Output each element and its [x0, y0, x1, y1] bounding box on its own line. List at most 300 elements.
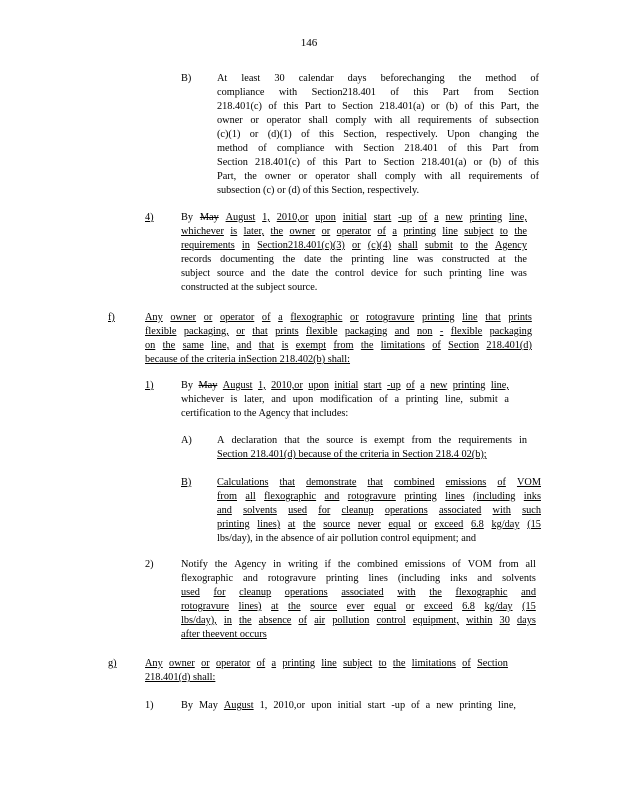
- text-word: a: [392, 226, 397, 237]
- text-word: Part,: [217, 171, 237, 182]
- text-line: [217, 532, 476, 546]
- text-word: upon: [292, 394, 314, 405]
- text-word: 218.401: [404, 143, 438, 154]
- text-word: in: [518, 435, 527, 446]
- text-word: constructed: [441, 254, 490, 265]
- text-line: [181, 558, 536, 572]
- text-word: all: [450, 171, 461, 182]
- text-word: (c)(1): [217, 129, 241, 140]
- text-word: the: [288, 601, 301, 612]
- text-word: 218.401(c): [255, 157, 300, 168]
- text-word: and: [271, 394, 287, 405]
- text-word: all: [399, 115, 411, 126]
- list-marker: 4): [145, 212, 154, 223]
- text-word: for: [213, 587, 226, 598]
- text-word: printing: [325, 573, 359, 584]
- text-word: the: [438, 435, 452, 446]
- text-word: printing: [459, 700, 492, 711]
- text-word: declaration: [231, 435, 278, 446]
- text-word: line,: [490, 380, 509, 391]
- text-line: [181, 281, 317, 295]
- text-word: of: [301, 129, 310, 140]
- text-word: submit: [424, 240, 453, 251]
- text-word: of: [479, 115, 488, 126]
- text-word: exempt: [295, 340, 327, 351]
- text-word: in: [273, 559, 282, 570]
- list-marker: A): [181, 435, 192, 446]
- text-word: 2010,or: [271, 380, 303, 391]
- text-word: the: [514, 254, 527, 265]
- text-word: 6.8: [462, 601, 475, 612]
- text-word: later,: [243, 226, 265, 237]
- text-word: the: [458, 73, 472, 84]
- text-word: the: [360, 340, 374, 351]
- text-line: [145, 671, 215, 685]
- text-word: equal: [388, 519, 411, 530]
- text-word: lbs/day),: [181, 615, 217, 626]
- list-marker: B): [181, 477, 192, 488]
- text-word: of: [307, 157, 316, 168]
- text-run: lbs/day), in the absence of air pollution control equipment; and: [217, 533, 477, 544]
- text-word: at: [271, 601, 279, 612]
- text-word: Agency: [494, 240, 527, 251]
- text-word: Upon: [447, 129, 470, 140]
- text-word: calendar: [298, 73, 334, 84]
- text-word: from: [473, 87, 494, 98]
- text-word: (including: [473, 491, 516, 502]
- text-word: air: [314, 615, 326, 626]
- text-word: modification: [319, 394, 373, 405]
- text-word: printing: [452, 380, 486, 391]
- text-word: upon: [311, 700, 332, 711]
- text-word: at: [287, 519, 296, 530]
- text-word: combined: [357, 559, 398, 570]
- text-word: days: [347, 73, 367, 84]
- text-word: to: [327, 101, 336, 112]
- text-word: compliance: [276, 143, 325, 154]
- text-word: source: [310, 601, 338, 612]
- text-word: or: [250, 115, 259, 126]
- text-word: Section: [477, 658, 508, 669]
- text-word: line,: [497, 700, 516, 711]
- text-word: VOM: [467, 559, 492, 570]
- text-word: operations: [384, 505, 428, 516]
- text-word: a: [278, 312, 283, 323]
- text-word: or: [473, 157, 483, 168]
- text-word: printing: [469, 212, 503, 223]
- text-word: start: [373, 212, 392, 223]
- text-line: [217, 142, 539, 156]
- text-word: Section: [383, 157, 415, 168]
- text-word: of: [530, 171, 539, 182]
- text-word: lines): [238, 601, 262, 612]
- text-word: the: [306, 435, 320, 446]
- text-word: line: [462, 312, 478, 323]
- text-word: or: [201, 658, 210, 669]
- text-word: lines): [257, 519, 281, 530]
- text-word: flexible: [306, 326, 338, 337]
- text-word: upon: [315, 212, 336, 223]
- text-word: VOM: [516, 477, 541, 488]
- text-word: of: [448, 143, 457, 154]
- text-word: source: [216, 268, 244, 279]
- text-word: flexible: [450, 326, 483, 337]
- text-word: line: [321, 658, 337, 669]
- text-word: 218.401(c): [217, 101, 262, 112]
- text-word: with: [374, 115, 393, 126]
- text-word: or: [203, 312, 213, 323]
- text-word: printing: [351, 254, 385, 265]
- text-word: (15: [522, 601, 536, 612]
- text-word: for: [404, 268, 417, 279]
- text-word: compliance: [217, 87, 265, 98]
- text-word: initial: [342, 212, 367, 223]
- text-word: Section: [448, 340, 480, 351]
- text-word: Section218.401(c)(3): [257, 240, 345, 251]
- text-word: the: [514, 226, 527, 237]
- text-word: and: [477, 573, 493, 584]
- text-line: [217, 504, 541, 518]
- text-word: subsection: [495, 115, 539, 126]
- text-word: shall: [308, 115, 328, 126]
- text-word: of: [432, 340, 441, 351]
- text-word: a: [425, 700, 431, 711]
- text-line: [145, 657, 508, 671]
- text-word: method: [485, 73, 517, 84]
- text-run: constructed at the subject source.: [181, 282, 318, 293]
- text-word: -up: [391, 700, 406, 711]
- text-word: of: [411, 700, 420, 711]
- text-word: Part: [492, 143, 509, 154]
- text-word: such: [423, 268, 443, 279]
- text-line: [145, 325, 532, 339]
- text-word: packaging: [489, 326, 532, 337]
- text-word: this: [318, 129, 334, 140]
- text-word: combined: [393, 477, 435, 488]
- text-word: requirements: [417, 115, 472, 126]
- text-word: the: [272, 268, 285, 279]
- text-word: same: [182, 340, 204, 351]
- text-word: -: [439, 326, 444, 337]
- text-word: printing: [217, 519, 250, 530]
- text-word: start: [363, 380, 382, 391]
- text-word: with: [492, 505, 511, 516]
- text-word: or: [249, 129, 259, 140]
- text-word: this: [466, 143, 482, 154]
- text-line: [181, 379, 509, 393]
- text-word: printing: [421, 312, 455, 323]
- text-word: May: [198, 380, 218, 391]
- text-word: to: [499, 226, 508, 237]
- text-word: packaging,: [183, 326, 229, 337]
- text-word: line,: [508, 212, 527, 223]
- text-word: 218.401(a): [379, 101, 425, 112]
- text-word: 30: [499, 615, 510, 626]
- text-word: the: [475, 240, 488, 251]
- text-line: [217, 128, 539, 142]
- page-number: 146: [300, 37, 318, 49]
- text-word: 218.401(a): [421, 157, 467, 168]
- text-word: of: [377, 226, 386, 237]
- text-word: exempt: [374, 435, 405, 446]
- text-word: to: [368, 157, 377, 168]
- text-word: Any: [145, 312, 163, 323]
- text-word: least: [241, 73, 261, 84]
- text-word: Part: [304, 101, 322, 112]
- text-word: prints: [508, 312, 532, 323]
- text-word: at: [498, 254, 506, 265]
- text-word: never: [357, 519, 381, 530]
- text-word: that: [367, 477, 383, 488]
- text-word: pollution: [332, 615, 370, 626]
- text-word: of: [268, 101, 277, 112]
- text-word: 2010,or: [273, 700, 306, 711]
- text-word: of: [298, 615, 308, 626]
- list-marker: 1): [145, 700, 154, 711]
- text-word: operator: [215, 658, 251, 669]
- text-word: August: [222, 380, 253, 391]
- text-word: -up: [387, 380, 401, 391]
- text-word: with: [278, 87, 298, 98]
- text-word: days: [516, 615, 536, 626]
- text-word: Section: [342, 101, 374, 112]
- text-word: Section: [508, 87, 539, 98]
- text-word: device: [371, 268, 398, 279]
- text-word: By: [181, 700, 194, 711]
- text-line: [145, 339, 532, 353]
- text-word: flexible: [145, 326, 177, 337]
- text-word: August: [225, 212, 256, 223]
- text-word: solvents: [502, 573, 536, 584]
- text-word: 1,: [262, 212, 270, 223]
- text-word: flexographic: [455, 587, 508, 598]
- text-word: and: [521, 587, 536, 598]
- text-word: line: [442, 226, 458, 237]
- text-word: 2010,or: [276, 212, 309, 223]
- text-word: beforechanging: [380, 73, 445, 84]
- text-word: cleanup: [341, 505, 374, 516]
- text-line: [181, 393, 509, 407]
- text-word: (c)(4): [367, 240, 392, 251]
- text-word: for: [318, 505, 331, 516]
- text-word: A: [217, 435, 225, 446]
- text-word: packaging: [344, 326, 388, 337]
- text-word: line,: [444, 394, 463, 405]
- text-word: from: [411, 435, 432, 446]
- text-word: printing: [282, 658, 315, 669]
- text-word: upon: [308, 380, 329, 391]
- text-word: owner: [289, 226, 316, 237]
- text-word: By: [181, 212, 194, 223]
- text-word: within: [466, 615, 493, 626]
- text-word: new: [430, 380, 448, 391]
- text-word: line: [488, 268, 505, 279]
- text-word: 30: [274, 73, 285, 84]
- text-word: such: [522, 505, 541, 516]
- text-word: operations: [284, 587, 328, 598]
- text-word: of: [256, 658, 266, 669]
- list-marker: B): [181, 73, 192, 84]
- text-word: equal: [373, 601, 397, 612]
- text-word: Part: [442, 87, 460, 98]
- text-word: or: [405, 601, 415, 612]
- text-word: (d)(1): [267, 129, 292, 140]
- text-word: or: [352, 240, 361, 251]
- text-run: because of the criteria inSection 218.402(b) shall:: [145, 354, 351, 365]
- text-line: [181, 586, 536, 600]
- text-word: of: [497, 477, 506, 488]
- text-word: the: [303, 519, 316, 530]
- text-word: records: [181, 254, 212, 265]
- text-word: of: [390, 87, 399, 98]
- text-word: all: [525, 559, 536, 570]
- text-line: [217, 100, 539, 114]
- text-word: to: [378, 658, 387, 669]
- text-word: cleanup: [239, 587, 272, 598]
- text-word: 1,: [257, 380, 266, 391]
- text-word: changing: [479, 129, 518, 140]
- text-word: lines: [368, 573, 388, 584]
- text-line: [217, 448, 487, 462]
- text-word: printing: [449, 268, 482, 279]
- text-word: with: [334, 143, 353, 154]
- text-word: owner: [264, 171, 291, 182]
- text-word: that: [284, 435, 300, 446]
- text-line: [181, 407, 348, 421]
- text-line: [181, 211, 527, 225]
- text-word: of: [464, 101, 473, 112]
- text-word: Notify: [181, 559, 208, 570]
- text-word: emissions: [404, 559, 446, 570]
- text-word: or: [430, 101, 440, 112]
- text-word: whichever: [181, 226, 224, 237]
- text-word: date: [291, 268, 309, 279]
- text-word: this: [479, 101, 495, 112]
- text-word: limitations: [380, 340, 425, 351]
- text-word: respectively.: [386, 129, 438, 140]
- text-word: 1,: [259, 700, 268, 711]
- text-word: initial: [334, 380, 359, 391]
- text-word: (b): [489, 157, 502, 168]
- text-line: [145, 353, 350, 367]
- text-word: later,: [244, 394, 265, 405]
- text-word: requirements: [181, 240, 235, 251]
- text-line: [181, 699, 516, 713]
- text-word: that: [279, 477, 295, 488]
- text-word: subject: [464, 226, 494, 237]
- text-line: [181, 572, 536, 586]
- text-word: comply: [385, 171, 416, 182]
- text-word: kg/day: [491, 519, 520, 530]
- text-word: printing: [405, 394, 439, 405]
- text-word: May: [199, 212, 219, 223]
- text-line: [181, 628, 267, 642]
- text-word: Section: [363, 143, 395, 154]
- text-word: Agency: [234, 559, 267, 570]
- text-word: rotogravure: [347, 491, 396, 502]
- text-word: method: [217, 143, 248, 154]
- text-run: 218.401(d) shall:: [145, 672, 216, 683]
- text-word: subject: [181, 268, 211, 279]
- text-word: from: [217, 491, 238, 502]
- text-line: [181, 225, 527, 239]
- text-line: [217, 114, 539, 128]
- text-word: emissions: [445, 477, 487, 488]
- text-word: and: [250, 268, 266, 279]
- text-word: limitations: [411, 658, 456, 669]
- text-word: inks: [450, 573, 468, 584]
- text-word: the: [282, 254, 296, 265]
- text-word: operator: [336, 226, 371, 237]
- text-word: shall: [357, 171, 377, 182]
- text-word: if: [324, 559, 331, 570]
- text-run: certification to the Agency that includes:: [181, 408, 349, 419]
- text-word: a: [504, 394, 509, 405]
- text-word: all: [245, 491, 256, 502]
- text-run: after theevent occurs: [181, 629, 267, 640]
- text-word: the: [392, 658, 406, 669]
- text-word: and: [236, 340, 252, 351]
- text-word: new: [436, 700, 454, 711]
- text-word: was: [417, 254, 434, 265]
- text-word: subject: [343, 658, 373, 669]
- text-line: [181, 239, 527, 253]
- text-word: flexographic: [264, 491, 317, 502]
- text-word: Calculations: [217, 477, 269, 488]
- text-word: Part,: [500, 101, 520, 112]
- text-word: By: [181, 380, 194, 391]
- text-word: control: [376, 615, 406, 626]
- text-word: Part: [344, 157, 362, 168]
- text-word: shall: [398, 240, 418, 251]
- text-word: operator: [219, 312, 255, 323]
- text-word: non: [417, 326, 433, 337]
- text-word: on: [145, 340, 156, 351]
- text-word: rotogravure: [267, 573, 316, 584]
- text-word: of: [261, 312, 271, 323]
- text-word: with: [397, 587, 416, 598]
- text-word: lines: [445, 491, 465, 502]
- text-word: printing: [404, 491, 437, 502]
- text-line: [217, 518, 541, 532]
- text-word: this: [524, 157, 539, 168]
- text-word: submit: [469, 394, 498, 405]
- text-word: (15: [527, 519, 541, 530]
- list-marker: f): [108, 312, 115, 323]
- text-word: is: [230, 226, 238, 237]
- text-word: of: [508, 157, 517, 168]
- text-word: flexographic: [290, 312, 343, 323]
- text-word: absence: [258, 615, 292, 626]
- text-word: that: [485, 312, 501, 323]
- text-line: [217, 72, 539, 86]
- text-word: the: [270, 226, 284, 237]
- text-word: (b): [445, 101, 458, 112]
- text-word: or: [418, 519, 427, 530]
- text-word: in: [241, 240, 250, 251]
- text-word: line,: [211, 340, 230, 351]
- text-word: and: [217, 505, 232, 516]
- text-word: exceed: [434, 519, 464, 530]
- text-line: [217, 490, 541, 504]
- text-word: the: [330, 254, 343, 265]
- text-word: in: [223, 615, 232, 626]
- text-word: of: [530, 73, 539, 84]
- text-word: whichever: [181, 394, 224, 405]
- text-word: operator: [266, 115, 301, 126]
- text-word: ever: [346, 601, 365, 612]
- text-word: this: [322, 157, 338, 168]
